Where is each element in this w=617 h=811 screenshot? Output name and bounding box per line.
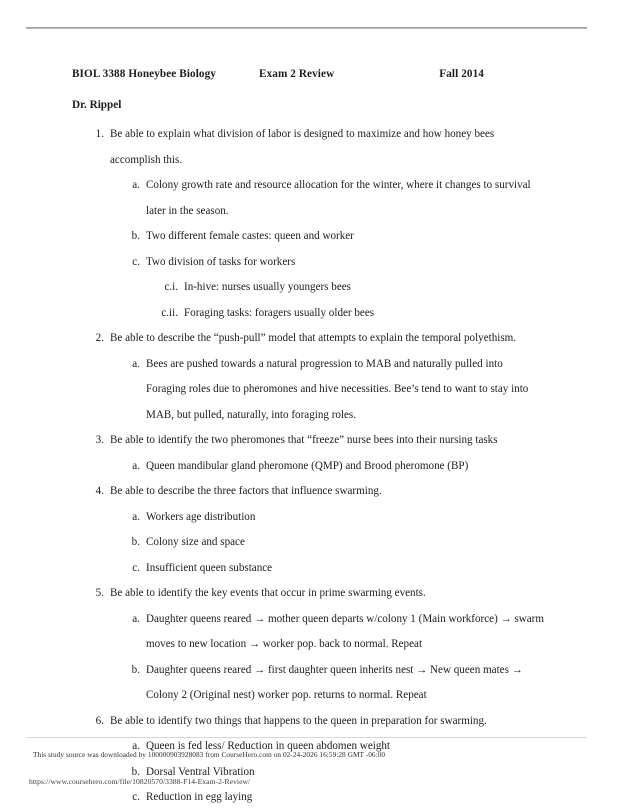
outline-item-text: Be able to describe the three factors that influence swarming. bbox=[110, 485, 382, 497]
outline-list bbox=[0, 122, 617, 811]
outline-item-text: Two division of tasks for workers bbox=[146, 255, 296, 268]
outline-item-marker: a. bbox=[132, 459, 140, 472]
outline-item-level-2 bbox=[132, 607, 545, 658]
outline-item-marker: 6. bbox=[95, 714, 104, 727]
outline-item-marker: b. bbox=[131, 536, 140, 548]
outline-item-marker: 3. bbox=[95, 434, 104, 446]
outline-item-level-2 bbox=[131, 658, 545, 709]
header-exam-title: Exam 2 Review bbox=[259, 68, 335, 80]
outline-item-text: Bees are pushed towards a natural progression to MAB and naturally pulled into Foraging roles due to pheromones and hive necessities. Bee’s tend to want to stay into MAB, but pulled, naturally, into foraging roles. bbox=[146, 357, 529, 421]
outline-item-text: In-hive: nurses usually youngers bees bbox=[184, 281, 351, 293]
outline-item-text: Daughter queens reared → mother queen departs w/colony 1 (Main workforce) → swarm moves to new location → worker pop. back to normal. Repeat bbox=[146, 612, 545, 650]
outline-item-text: Dorsal Ventral Vibration bbox=[146, 765, 255, 778]
outline-item-text: Be able to identify the key events that occur in prime swarming events. bbox=[110, 587, 426, 599]
outline-item-level-1 bbox=[95, 326, 539, 352]
header-instructor: Dr. Rippel bbox=[72, 99, 122, 111]
outline-item-text: Insufficient queen substance bbox=[146, 561, 273, 574]
outline-item-text: Queen is fed less/ Reduction in queen abdomen weight bbox=[146, 740, 391, 752]
outline-item-level-3 bbox=[164, 275, 545, 301]
outline-item-level-3 bbox=[161, 301, 545, 327]
outline-item-level-1 bbox=[95, 428, 539, 454]
outline-item-level-2 bbox=[132, 352, 545, 429]
outline-item-level-2 bbox=[132, 505, 545, 531]
source-url-link: https://www.coursehero.com/file/10820570/3388-F14-Exam-2-Review/ bbox=[29, 777, 251, 786]
outline-item-marker: c. bbox=[132, 561, 140, 574]
outline-item-level-1 bbox=[95, 122, 539, 173]
outline-item-level-1 bbox=[95, 581, 539, 607]
outline-item-level-2 bbox=[132, 173, 545, 224]
outline-item-marker: b. bbox=[131, 230, 140, 242]
outline-item-marker: a. bbox=[132, 612, 140, 625]
outline-item-level-2 bbox=[132, 454, 545, 480]
outline-item-text: Colony growth rate and resource allocation for the winter, where it changes to survival later in the season. bbox=[146, 179, 531, 217]
document-header bbox=[72, 68, 552, 80]
outline-item-text: Be able to explain what division of labor is designed to maximize and how honey bees accomplish this. bbox=[110, 128, 495, 166]
header-term: Fall 2014 bbox=[439, 68, 484, 80]
outline-item-text: Daughter queens reared → first daughter queen inherits nest → New queen mates → Colony 2 (Original nest) worker pop. returns to normal. Repeat bbox=[146, 663, 523, 701]
outline-item-text: Two different female castes: queen and worker bbox=[146, 230, 354, 242]
outline-item-level-1 bbox=[95, 709, 539, 735]
outline-item-level-2 bbox=[132, 785, 545, 811]
outline-item-marker: 4. bbox=[95, 485, 104, 497]
outline-item-marker: a. bbox=[132, 357, 140, 370]
download-watermark-note: This study source was downloaded by 100000903928083 from CourseHero.com on 02-24-2026 16:59:28 GMT -06:00 bbox=[33, 750, 386, 759]
outline-item-marker: c.ii. bbox=[161, 306, 178, 319]
outline-item-marker: b. bbox=[131, 765, 140, 778]
outline-item-marker: c.i. bbox=[164, 281, 178, 293]
outline-item-text: Be able to identify two things that happens to the queen in preparation for swarming. bbox=[110, 714, 487, 727]
outline-item-level-2 bbox=[132, 556, 545, 582]
outline-item-level-1 bbox=[95, 479, 539, 505]
outline-item-marker: a. bbox=[132, 179, 140, 191]
outline-item-marker: a. bbox=[132, 510, 140, 523]
outline-item-text: Foraging tasks: foragers usually older bees bbox=[184, 306, 375, 319]
outline-item-marker: a. bbox=[132, 740, 140, 752]
outline-item-marker: c. bbox=[132, 255, 140, 268]
outline-item-level-2 bbox=[132, 250, 545, 276]
outline-item-marker: b. bbox=[131, 663, 140, 676]
outline-item-text: Queen mandibular gland pheromone (QMP) and Brood pheromone (BP) bbox=[146, 459, 469, 472]
outline-item-marker: 1. bbox=[95, 128, 104, 140]
outline-item-marker: c. bbox=[132, 791, 140, 803]
outline-item-marker: 5. bbox=[95, 587, 104, 599]
page-top-divider bbox=[26, 27, 587, 29]
footer-divider bbox=[26, 737, 587, 738]
outline-item-text: Colony size and space bbox=[146, 536, 245, 548]
outline-item-text: Be able to describe the “push-pull” model that attempts to explain the temporal polyethism. bbox=[110, 332, 517, 344]
outline-item-level-2 bbox=[131, 530, 545, 556]
outline-item-marker: 2. bbox=[95, 332, 104, 344]
outline-item-text: Reduction in egg laying bbox=[146, 791, 253, 803]
header-course-title: BIOL 3388 Honeybee Biology bbox=[72, 68, 217, 80]
outline-item-text: Workers age distribution bbox=[146, 510, 256, 523]
outline-item-text: Be able to identify the two pheromones that “freeze” nurse bees into their nursing tasks bbox=[110, 434, 498, 446]
outline-item-level-2 bbox=[131, 224, 545, 250]
